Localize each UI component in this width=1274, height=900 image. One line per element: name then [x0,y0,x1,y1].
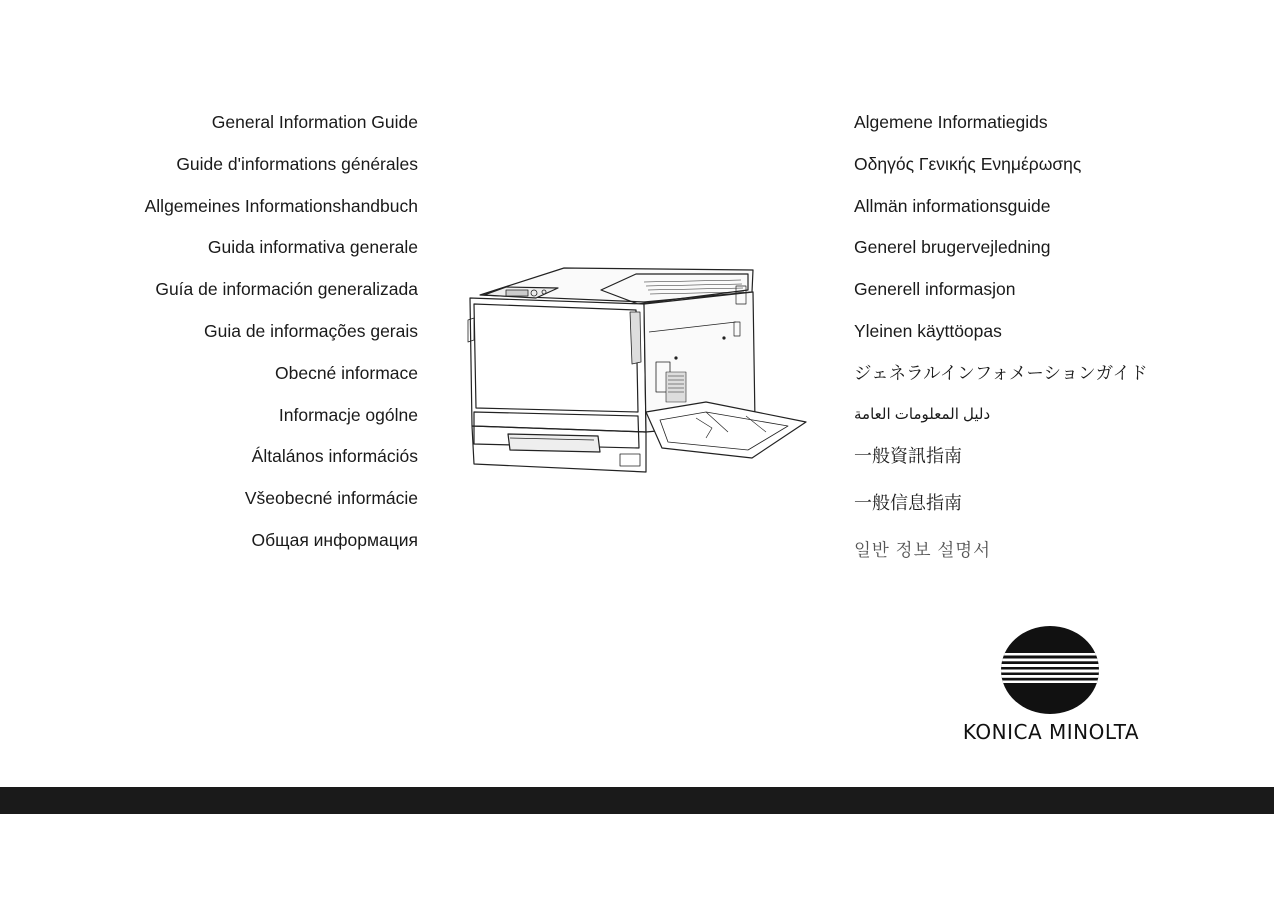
konica-minolta-logo [946,620,1156,750]
title-ko: 일반 정보 설명서 [854,540,992,561]
title-en: General Information Guide [211,112,418,132]
title-el: Οδηγός Γενικής Ενημέρωσης [854,153,1082,174]
title-nl: Algemene Informatiegids [854,112,1048,132]
title-ja: ジェネラルインフォメーションガイド [854,362,1148,383]
title-cs: Obecné informace [275,362,418,383]
title-zh-tw: 一般資訊指南 [854,446,962,467]
title-da: Generel brugervejledning [854,237,1051,258]
konica-minolta-globe-icon [1000,620,1100,720]
title-de: Allgemeines Informationshandbuch [144,195,418,216]
printer-illustration [466,262,810,476]
titles-right-column [854,109,1254,579]
title-pl: Informacje ogólne [278,404,418,425]
title-hu: Általános információs [251,446,418,467]
title-ru: Общая информация [251,529,418,550]
title-ar: دليل المعلومات العامة [854,405,991,423]
title-zh-cn: 一般信息指南 [854,493,962,514]
title-fr: Guide d'informations générales [176,153,418,174]
footer-bar [0,787,1274,814]
title-sv: Allmän informationsguide [854,195,1051,216]
title-fi: Yleinen käyttöopas [854,320,1002,341]
title-no: Generell informasjon [854,279,1016,300]
title-es: Guía de información generalizada [155,279,418,300]
titles-left-column [60,109,418,569]
title-it: Guida informativa generale [207,237,418,258]
title-pt: Guia de informações gerais [204,320,418,341]
title-sk: Všeobecné informácie [244,488,418,509]
brand-name: KONICA MINOLTA [962,720,1140,744]
